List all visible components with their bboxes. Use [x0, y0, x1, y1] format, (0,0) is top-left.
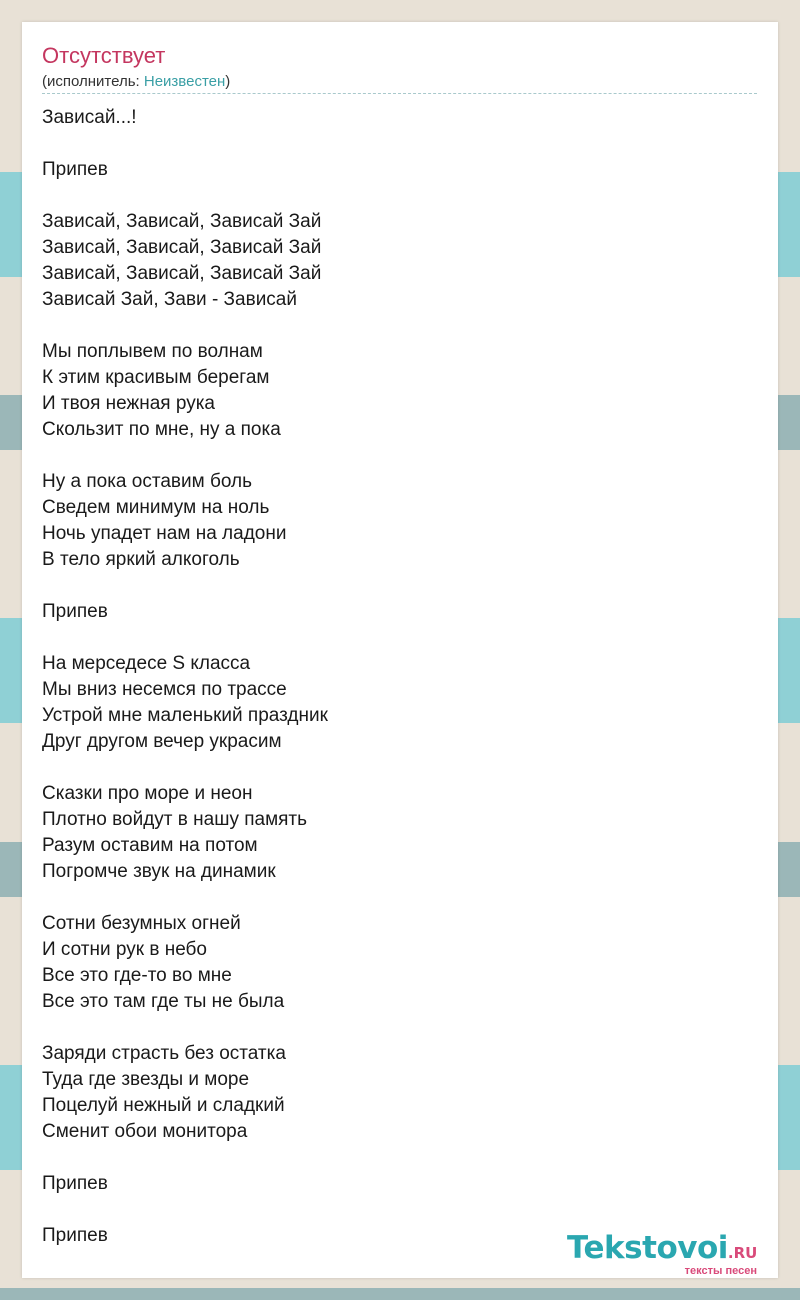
- lyric-line: Сведем минимум на ноль: [42, 497, 270, 518]
- lyric-blank-line: [42, 1015, 328, 1041]
- title-divider: [42, 93, 757, 94]
- logo-subtitle: тексты песен: [684, 1265, 757, 1277]
- lyric-line: Скользит по мне, ну а пока: [42, 419, 281, 440]
- lyric-line: Погромче звук на динамик: [42, 861, 276, 882]
- lyric-line: Плотно войдут в нашу память: [42, 809, 308, 830]
- lyric-line: Туда где звезды и море: [42, 1069, 250, 1090]
- logo-name: Tekstovoi: [567, 1230, 728, 1266]
- artist-link[interactable]: Неизвестен: [143, 73, 226, 90]
- site-logo[interactable]: [567, 1230, 777, 1278]
- lyric-blank-line: [42, 755, 328, 781]
- lyric-blank-line: [42, 885, 328, 911]
- lyric-line: К этим красивым берегам: [42, 367, 270, 388]
- lyric-line: Сотни безумных огней: [42, 913, 241, 934]
- lyric-blank-line: [42, 1145, 328, 1171]
- lyric-blank-line: [42, 183, 328, 209]
- lyric-line: Зависай, Зависай, Зависай Зай: [42, 263, 322, 284]
- lyric-line: Все это там где ты не была: [42, 991, 285, 1012]
- lyric-line: И твоя нежная рука: [42, 393, 215, 414]
- lyric-line: Припев: [42, 1225, 108, 1246]
- lyric-line: Сменит обои монитора: [42, 1121, 248, 1142]
- lyric-line: На мерседесе S класса: [42, 653, 251, 674]
- lyric-line: Зависай, Зависай, Зависай Зай: [42, 211, 322, 232]
- lyric-blank-line: [42, 1197, 328, 1223]
- lyric-blank-line: [42, 443, 328, 469]
- lyric-line: Припев: [42, 159, 108, 180]
- lyric-line: Друг другом вечер украсим: [42, 731, 282, 752]
- lyric-blank-line: [42, 313, 328, 339]
- lyrics-card: [22, 22, 778, 1278]
- lyric-line: Все это где-то во мне: [42, 965, 232, 986]
- logo-tld: .RU: [727, 1244, 758, 1262]
- lyric-line: Заряди страсть без остатка: [42, 1043, 286, 1064]
- lyrics-text: [42, 105, 328, 1249]
- lyric-blank-line: [42, 625, 328, 651]
- lyric-line: И сотни рук в небо: [42, 939, 207, 960]
- lyric-line: Мы поплывем по волнам: [42, 341, 263, 362]
- lyric-line: Припев: [42, 1173, 108, 1194]
- lyric-line: Сказки про море и неон: [42, 783, 253, 804]
- artist-prefix: (исполнитель:: [42, 73, 144, 90]
- lyric-line: Мы вниз несемся по трассе: [42, 679, 287, 700]
- lyric-line: Зависай Зай, Зави - Зависай: [42, 289, 297, 310]
- lyric-line: Устрой мне маленький праздник: [42, 705, 328, 726]
- lyric-blank-line: [42, 131, 328, 157]
- song-title: Отсутствует: [42, 43, 166, 68]
- lyric-line: В тело яркий алкоголь: [42, 549, 240, 570]
- lyric-line: Зависай...!: [42, 107, 137, 128]
- background-stripe: [0, 1288, 800, 1300]
- lyric-line: Поцелуй нежный и сладкий: [42, 1095, 285, 1116]
- artist-line: [42, 73, 230, 91]
- lyric-line: Разум оставим на потом: [42, 835, 258, 856]
- artist-suffix: ): [225, 73, 231, 90]
- lyric-line: Припев: [42, 601, 108, 622]
- lyric-line: Зависай, Зависай, Зависай Зай: [42, 237, 322, 258]
- lyric-line: Ну а пока оставим боль: [42, 471, 252, 492]
- lyric-line: Ночь упадет нам на ладони: [42, 523, 287, 544]
- lyric-blank-line: [42, 573, 328, 599]
